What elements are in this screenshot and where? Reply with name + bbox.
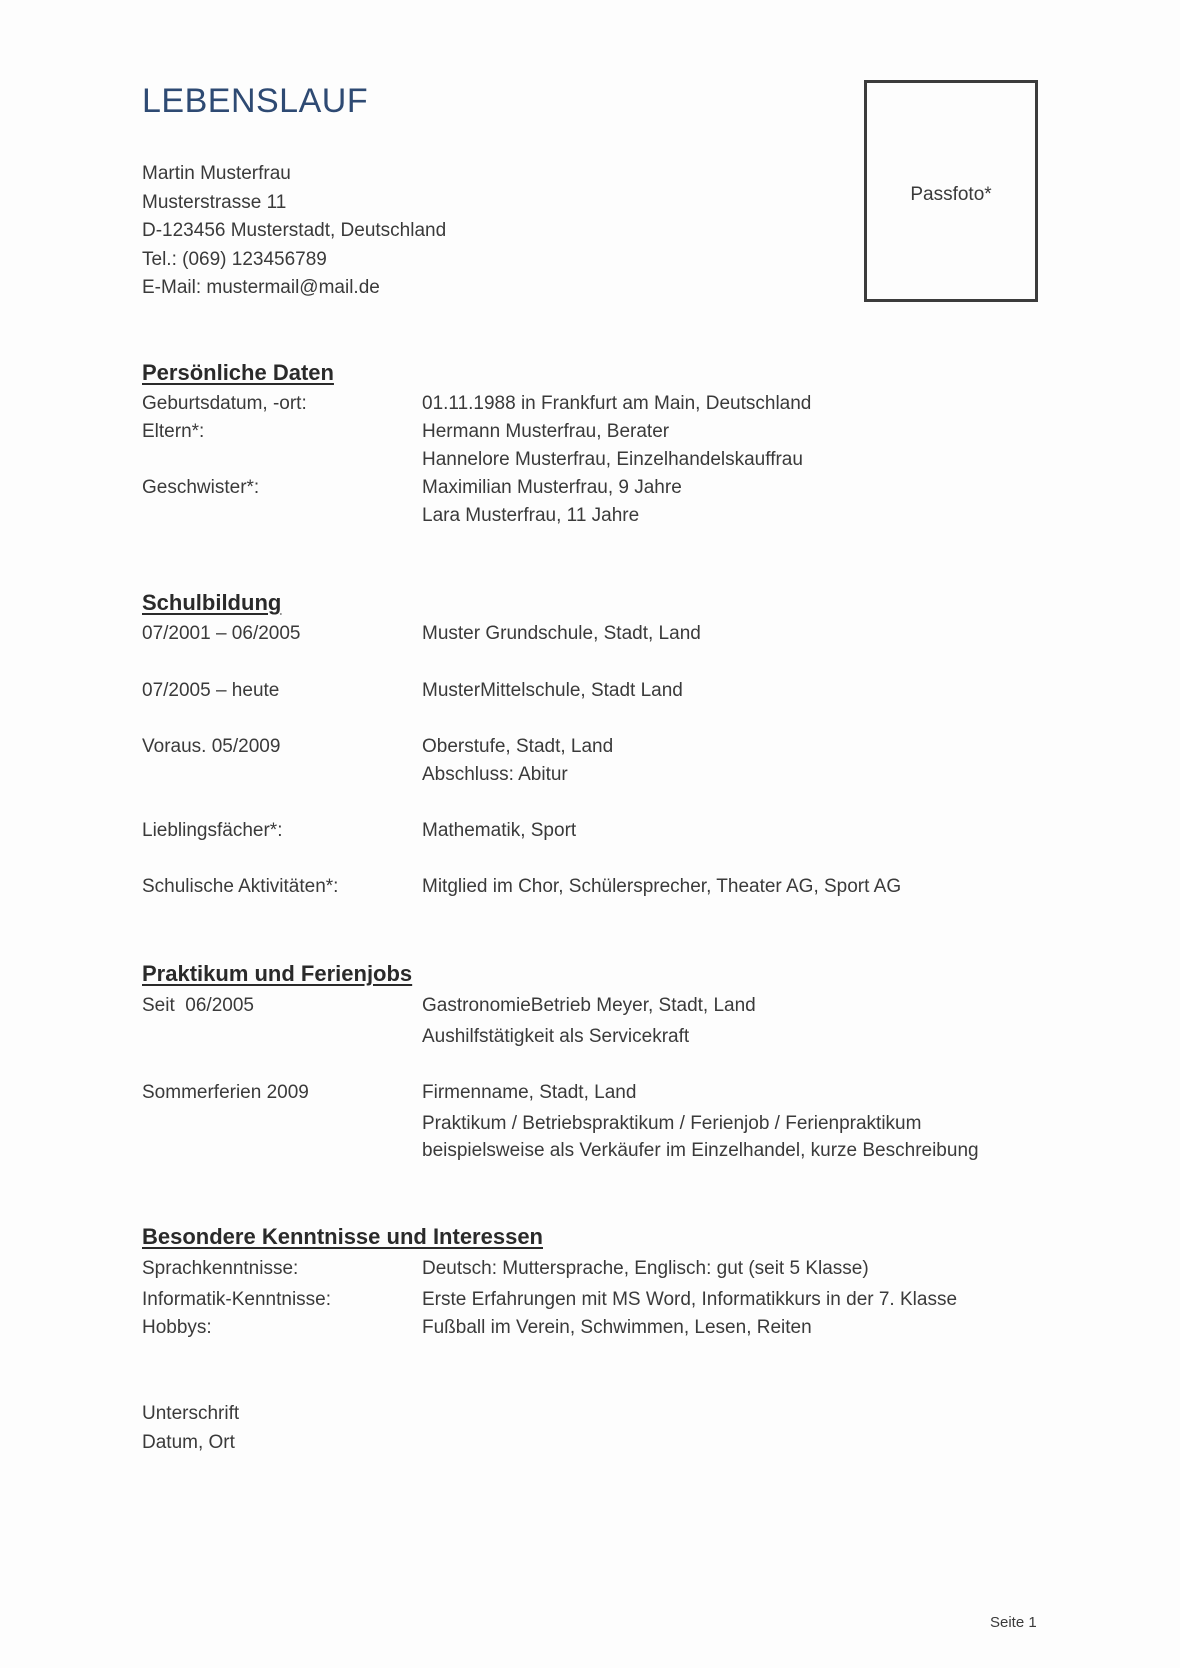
favorite-subjects-label: Lieblingsfächer*: bbox=[142, 820, 283, 841]
hobbies-label: Hobbys: bbox=[142, 1317, 212, 1338]
school-activities-value: Mitglied im Chor, Schülersprecher, Theater AG, Sport AG bbox=[422, 876, 902, 897]
signature-label: Unterschrift bbox=[142, 1403, 240, 1424]
favorite-subjects-value: Mathematik, Sport bbox=[422, 820, 577, 841]
parent-1-value: Hermann Musterfrau, Berater bbox=[422, 421, 670, 442]
signature-block bbox=[142, 1400, 239, 1457]
section-heading-school: Schulbildung bbox=[142, 590, 282, 615]
job2-value-3: beispielsweise als Verkäufer im Einzelhandel, kurze Beschreibung bbox=[422, 1140, 979, 1161]
contact-email: E-Mail: mustermail@mail.de bbox=[142, 277, 380, 298]
sibling-1-value: Maximilian Musterfrau, 9 Jahre bbox=[422, 477, 682, 498]
school-row3-label: Voraus. 05/2009 bbox=[142, 736, 281, 757]
sibling-2-value: Lara Musterfrau, 11 Jahre bbox=[422, 505, 640, 526]
contact-phone: Tel.: (069) 123456789 bbox=[142, 248, 327, 270]
school-row3-value-2: Abschluss: Abitur bbox=[422, 764, 568, 785]
contact-street: Musterstrasse 11 bbox=[142, 191, 287, 213]
contact-city: D-123456 Musterstadt, Deutschland bbox=[142, 220, 447, 241]
school-activities-label: Schulische Aktivitäten*: bbox=[142, 876, 339, 897]
contact-name: Martin Musterfrau bbox=[142, 163, 291, 184]
school-row2-label: 07/2005 – heute bbox=[142, 680, 280, 701]
siblings-label: Geschwister*: bbox=[142, 477, 260, 498]
photo-label: Passfoto* bbox=[910, 184, 992, 205]
school-row3-value-1: Oberstufe, Stadt, Land bbox=[422, 736, 614, 757]
school-row1-value: Muster Grundschule, Stadt, Land bbox=[422, 623, 701, 644]
it-skills-value: Erste Erfahrungen mit MS Word, Informatikkurs in der 7. Klasse bbox=[422, 1289, 958, 1310]
section-heading-personal: Persönliche Daten bbox=[142, 360, 334, 385]
language-label: Sprachkenntnisse: bbox=[142, 1258, 299, 1279]
contact-block bbox=[142, 160, 446, 303]
passport-photo-placeholder bbox=[864, 80, 1038, 302]
job1-label: Seit 06/2005 bbox=[142, 995, 254, 1016]
birth-label: Geburtsdatum, -ort: bbox=[142, 393, 307, 414]
section-heading-internships: Praktikum und Ferienjobs bbox=[142, 961, 413, 986]
job1-value-2: Aushilfstätigkeit als Servicekraft bbox=[422, 1026, 690, 1047]
it-skills-label: Informatik-Kenntnisse: bbox=[142, 1289, 332, 1310]
job1-value-1: GastronomieBetrieb Meyer, Stadt, Land bbox=[422, 995, 756, 1016]
language-value: Deutsch: Muttersprache, Englisch: gut (seit 5 Klasse) bbox=[422, 1258, 869, 1279]
parent-2-value: Hannelore Musterfrau, Einzelhandelskauffrau bbox=[422, 449, 803, 470]
section-heading-skills: Besondere Kenntnisse und Interessen bbox=[142, 1224, 543, 1249]
page-number: Seite 1 bbox=[990, 1614, 1037, 1631]
hobbies-value: Fußball im Verein, Schwimmen, Lesen, Reiten bbox=[422, 1317, 812, 1338]
job2-value-1: Firmenname, Stadt, Land bbox=[422, 1082, 637, 1103]
date-place-label: Datum, Ort bbox=[142, 1431, 235, 1453]
job2-label: Sommerferien 2009 bbox=[142, 1082, 309, 1103]
job2-value-2: Praktikum / Betriebspraktikum / Ferienjob / Ferienpraktikum bbox=[422, 1113, 922, 1134]
school-row2-value: MusterMittelschule, Stadt Land bbox=[422, 680, 683, 701]
document-title: LEBENSLAUF bbox=[142, 82, 369, 120]
birth-value: 01.11.1988 in Frankfurt am Main, Deutschland bbox=[422, 393, 812, 414]
school-row1-label: 07/2001 – 06/2005 bbox=[142, 623, 301, 644]
parents-label: Eltern*: bbox=[142, 421, 205, 442]
